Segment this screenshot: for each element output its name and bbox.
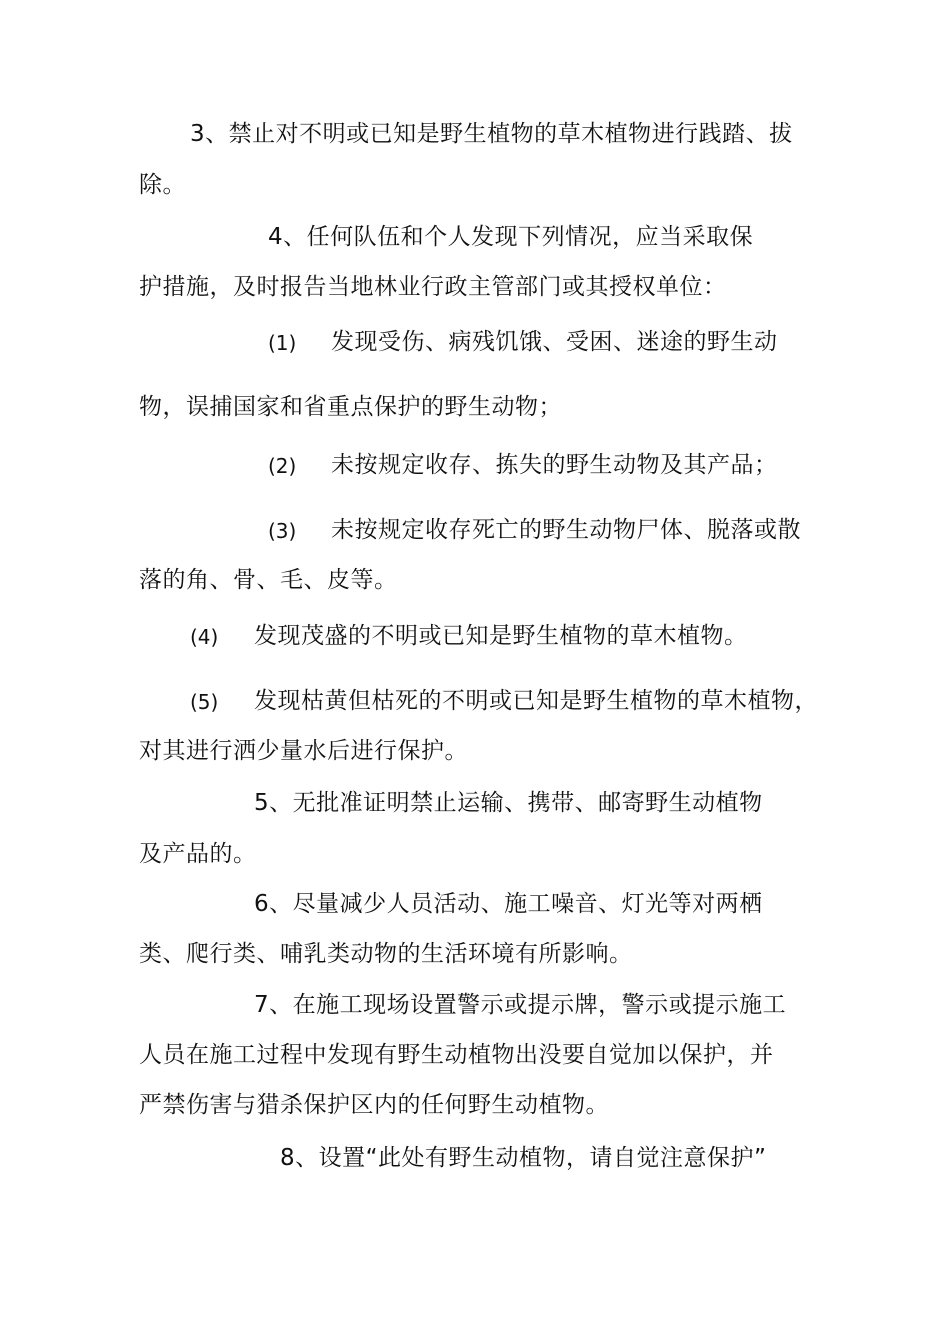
item-2-number: (2) xyxy=(268,454,297,478)
item-3-line-1: 未按规定收存死亡的野生动物尸体、脱落或散 xyxy=(331,517,801,543)
paragraph-7-line-2: 人员在施工过程中发现有野生动植物出没要自觉加以保护，并 xyxy=(139,1042,774,1068)
item-5-line-1: 发现枯黄但枯死的不明或已知是野生植物的草木植物， xyxy=(254,688,818,714)
item-5-line-2: 对其进行洒少量水后进行保护。 xyxy=(139,738,468,764)
paragraph-8-line-1: 8、设置“此处有野生动植物，请自觉注意保护” xyxy=(280,1145,767,1171)
paragraph-6-line-2: 类、爬行类、哺乳类动物的生活环境有所影响。 xyxy=(139,941,633,967)
item-1-number: (1) xyxy=(268,331,297,355)
paragraph-4-line-1: 4、任何队伍和个人发现下列情况，应当采取保 xyxy=(268,224,754,250)
paragraph-6-line-1: 6、尽量减少人员活动、施工噪音、灯光等对两栖 xyxy=(254,891,763,917)
item-5-number: (5) xyxy=(190,690,219,714)
item-4-number: (4) xyxy=(190,625,219,649)
paragraph-3-line-2: 除。 xyxy=(139,172,186,198)
paragraph-7-line-3: 严禁伤害与猎杀保护区内的任何野生动植物。 xyxy=(139,1092,609,1118)
item-4-line-1: 发现茂盛的不明或已知是野生植物的草木植物。 xyxy=(254,623,748,649)
item-3-line-2: 落的角、骨、毛、皮等。 xyxy=(139,567,398,593)
item-2-line-1: 未按规定收存、拣失的野生动物及其产品； xyxy=(331,452,778,478)
paragraph-7-line-1: 7、在施工现场设置警示或提示牌，警示或提示施工 xyxy=(254,992,787,1018)
item-1-line-2: 物，误捕国家和省重点保护的野生动物； xyxy=(139,394,562,420)
item-1-line-1: 发现受伤、病残饥饿、受困、迷途的野生动 xyxy=(331,329,778,355)
paragraph-5-line-1: 5、无批准证明禁止运输、携带、邮寄野生动植物 xyxy=(254,790,763,816)
paragraph-4-line-2: 护措施，及时报告当地林业行政主管部门或其授权单位： xyxy=(139,274,727,300)
paragraph-3-line-1: 3、禁止对不明或已知是野生植物的草木植物进行践踏、拔 xyxy=(190,121,793,147)
paragraph-5-line-2: 及产品的。 xyxy=(139,841,257,867)
item-3-number: (3) xyxy=(268,519,297,543)
